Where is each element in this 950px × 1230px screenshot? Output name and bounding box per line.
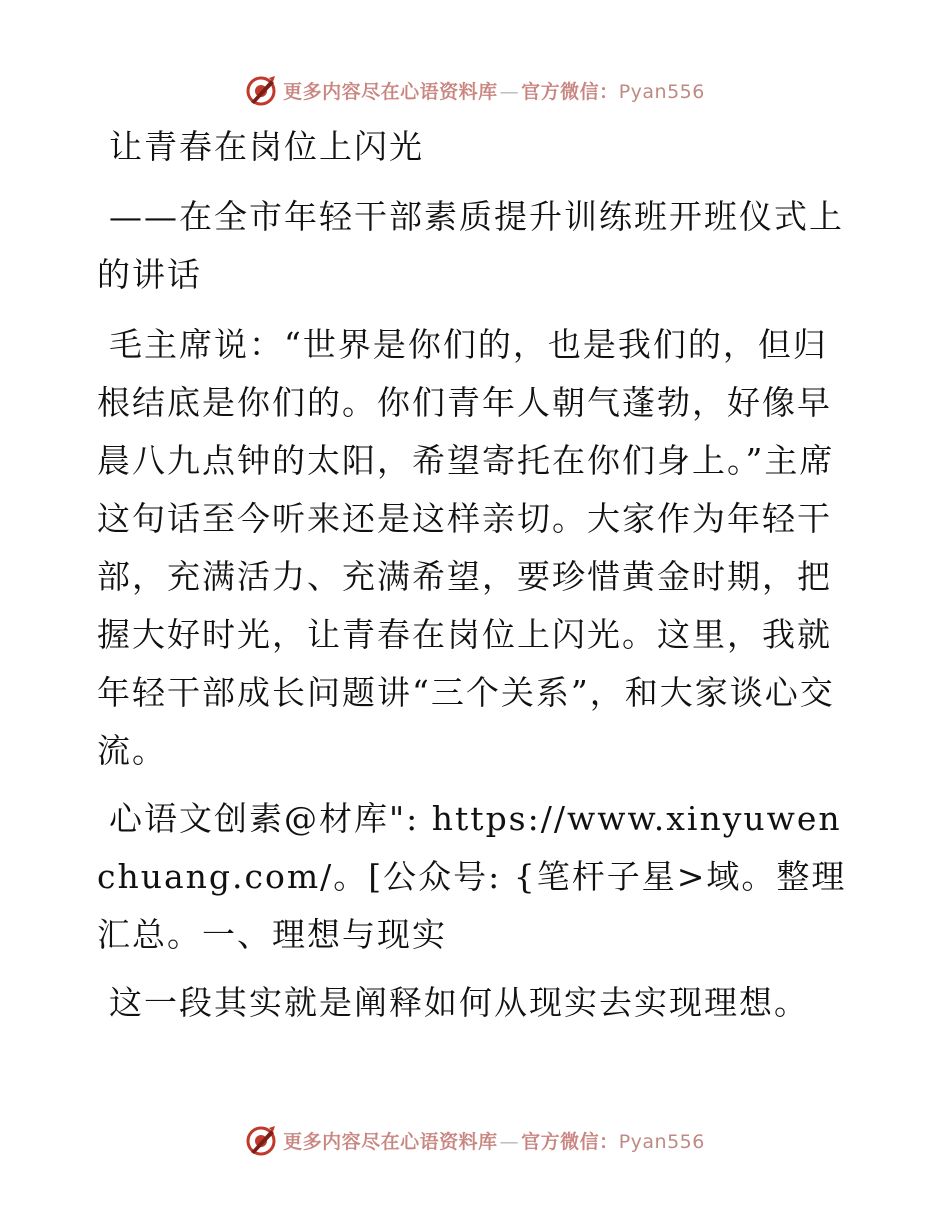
banner-text xyxy=(283,1127,705,1154)
banner-account: Pyan556 xyxy=(618,80,705,103)
document-body xyxy=(97,118,857,1032)
banner-separator: — xyxy=(499,1130,520,1153)
banner-separator: — xyxy=(499,80,520,103)
quill-pen-logo-icon xyxy=(245,1124,277,1156)
banner-account: Pyan556 xyxy=(618,1130,705,1153)
banner-main-text: 更多内容尽在心语资料库 xyxy=(283,1130,498,1153)
banner-text xyxy=(283,77,705,104)
paragraph-summary: 这一段其实就是阐释如何从现实去实现理想。 xyxy=(109,983,809,1022)
paragraph-quote: 毛主席说：“世界是你们的，也是我们的，但归根结底是你们的。你们青年人朝气蓬勃，好像早晨八九点钟的太阳，希望寄托在你们身上。”主席这句话至今听来还是这样亲切。大家作为年轻干部，充满活力、充满希望，要珍惜黄金时期，把握大好时光，让青春在岗位上闪光。这里，我就年轻干部成长问题讲“三个关系”，和大家谈心交流。 xyxy=(97,325,835,770)
document-title: 让青春在岗位上闪光 xyxy=(109,127,424,166)
quill-pen-logo-icon xyxy=(245,74,277,106)
banner-wechat-label: 官方微信： xyxy=(521,80,619,103)
footer-banner xyxy=(0,1120,950,1160)
document-subtitle: ——在全市年轻干部素质提升训练班开班仪式上的讲话 xyxy=(97,197,844,294)
paragraph-source: 心语文创素@材库": https://www.xinyuwenchuang.com/。[公众号: {笔杆子星>域。整理汇总。一、理想与现实 xyxy=(97,799,847,954)
banner-wechat-label: 官方微信： xyxy=(521,1130,619,1153)
banner-main-text: 更多内容尽在心语资料库 xyxy=(283,80,498,103)
header-banner xyxy=(0,70,950,110)
